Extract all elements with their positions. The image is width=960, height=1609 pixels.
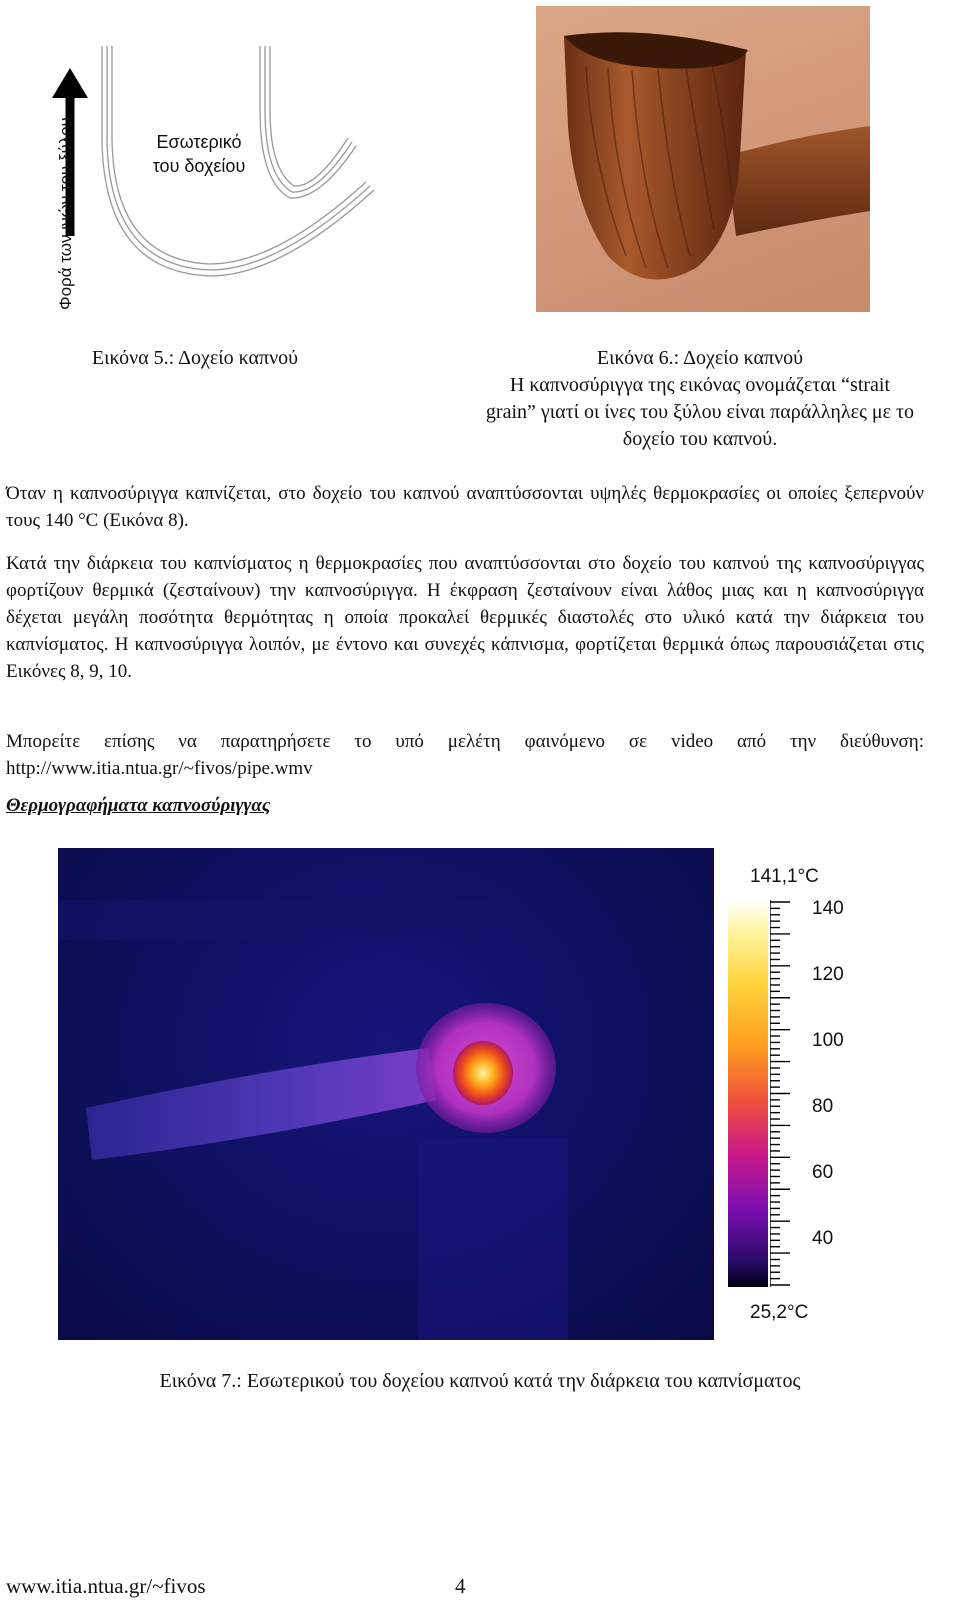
- paragraph-video-link[interactable]: Μπορείτε επίσης να παρατηρήσετε το υπό μελέτη φαινόμενο σε video από την διεύθυνση: http://www.itia.ntua.gr/~fivos/pipe.wmv: [6, 731, 924, 779]
- section-title: Θερμογραφήματα καπνοσύριγγας: [6, 795, 271, 816]
- thermogram-image: [58, 848, 714, 1340]
- figure-7-caption: Εικόνα 7.: Εσωτερικού του δοχείου καπνού κατά την διάρκεια του καπνίσματος: [159, 1370, 801, 1392]
- figure-6-caption-line4: δοχείο του καπνού.: [622, 428, 778, 450]
- figure-5-caption: Εικόνα 5.: Δοχείο καπνού: [91, 347, 299, 369]
- scale-ticks: [770, 900, 794, 1287]
- pipe-illustration: [536, 6, 870, 312]
- bowl-interior-label: [144, 130, 254, 178]
- tick-label-80: 80: [812, 1096, 834, 1117]
- thermogram-illustration: [58, 848, 714, 1340]
- figure-6-caption-line2: Η καπνοσύριγγα της εικόνας ονομάζεται “strait: [509, 374, 891, 396]
- page-number: 4: [455, 1574, 466, 1598]
- figure-6-pipe-photo: [536, 6, 870, 312]
- figure-6-caption-line3: grain” γιατί οι ίνες του ξύλου είναι παράλληλες με το: [485, 401, 915, 423]
- tick-label-120: 120: [812, 964, 844, 985]
- figure-6-caption-line1: Εικόνα 6.: Δοχείο καπνού: [596, 347, 804, 369]
- paragraph-temperature: Όταν η καπνοσύριγγα καπνίζεται, στο δοχείο του καπνού αναπτύσσονται υψηλές θερμοκρασίες οι οποίες ξεπερνούν τους 140 °C (Εικόνα 8).: [6, 483, 924, 531]
- temperature-color-scale: [728, 900, 768, 1287]
- figure-5-diagram: [20, 40, 390, 310]
- figure-6-caption: [440, 345, 960, 453]
- scale-min-label: 25,2°C: [750, 1302, 809, 1323]
- tick-label-100: 100: [812, 1030, 844, 1051]
- scale-max-label: 141,1°C: [750, 866, 819, 887]
- bowl-interior-label-line1: Εσωτερικό: [156, 132, 242, 152]
- tick-label-60: 60: [812, 1162, 834, 1183]
- fiber-direction-arrow-head: [52, 68, 88, 98]
- bowl-interior-label-line2: του δοχείου: [152, 156, 246, 176]
- tick-label-140: 140: [812, 898, 844, 919]
- footer-url[interactable]: www.itia.ntua.gr/~fivos: [6, 1574, 206, 1598]
- paragraph-thermal-loading: Κατά την διάρκεια του καπνίσματος η θερμοκρασίες που αναπτύσσονται στο δοχείο του καπνού της καπνοσύριγγας φορτίζουν θερμικά (ζεσταίνουν) την καπνοσύριγγα. Η έκφραση ζεσταίνουν είναι λάθος μιας και η καπνοσύριγγα δέχεται μεγάλη ποσότητα θερμότητας η οποία προκαλεί θερμικές διαστολές στο υλικό κατά την διάρκεια του καπνίσματος. Η καπνοσύριγγα λοιπόν, με έντονο και συνεχές κάπνισμα, φορτίζεται θερμικά όπως παρουσιάζεται στις Εικόνες 8, 9, 10.: [6, 553, 924, 682]
- fiber-direction-label: Φορά των ινών του ξύλου.: [56, 112, 75, 310]
- tick-label-40: 40: [812, 1228, 834, 1249]
